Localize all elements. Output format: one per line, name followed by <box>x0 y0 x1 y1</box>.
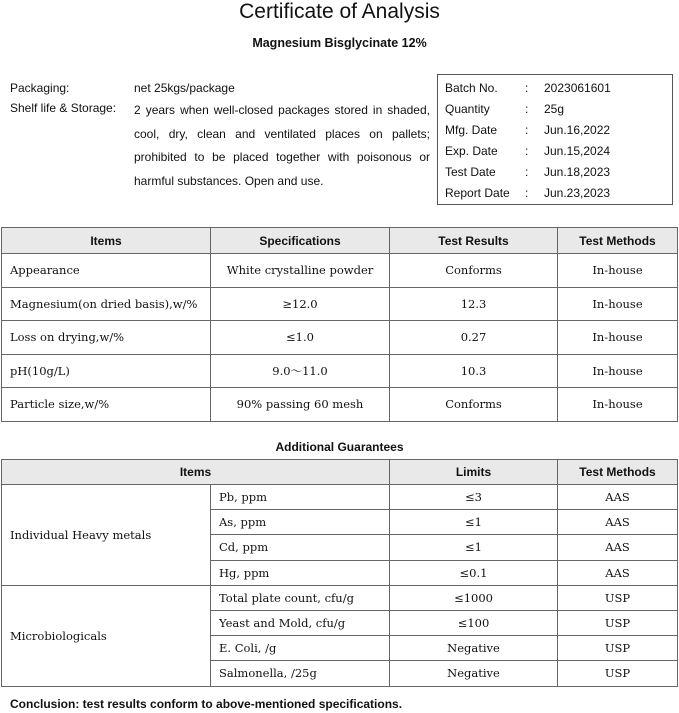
batch-label: Quantity <box>445 102 490 116</box>
result-cell: Conforms <box>390 388 558 422</box>
packaging-label: Packaging: <box>10 81 70 95</box>
batch-value: 2023061601 <box>544 81 611 95</box>
item-cell: Appearance <box>2 254 211 288</box>
method-cell: In-house <box>558 354 678 388</box>
limit-cell: Negative <box>390 636 558 661</box>
batch-colon: : <box>525 81 529 95</box>
batch-value: Jun.18,2023 <box>544 165 611 179</box>
table-row <box>2 585 678 610</box>
result-cell: 12.3 <box>390 287 558 321</box>
item-cell: Yeast and Mold, cfu/g <box>211 610 390 635</box>
product-name: Magnesium Bisglycinate 12% <box>252 36 427 50</box>
table-row <box>2 287 678 321</box>
conclusion-text: Conclusion: test results conform to above-mentioned specifications. <box>10 697 403 711</box>
item-cell: As, ppm <box>211 510 390 535</box>
table-header-row <box>2 228 678 254</box>
method-cell: USP <box>558 661 678 686</box>
header-test-results: Test Results <box>390 228 558 254</box>
table-row <box>2 388 678 422</box>
document-title: Certificate of Analysis <box>239 0 440 23</box>
batch-label: Exp. Date <box>445 144 498 158</box>
result-cell: 10.3 <box>390 354 558 388</box>
item-cell: Loss on drying,w/% <box>2 321 211 355</box>
method-cell: USP <box>558 610 678 635</box>
table-header-row <box>2 460 678 485</box>
group-heavy-metals: Individual Heavy metals <box>2 485 211 586</box>
method-cell: In-house <box>558 287 678 321</box>
spec-cell: White crystalline powder <box>211 254 390 288</box>
batch-label: Mfg. Date <box>445 123 498 137</box>
table-row <box>2 321 678 355</box>
item-cell: Salmonella, /25g <box>211 661 390 686</box>
result-cell: 0.27 <box>390 321 558 355</box>
item-cell: Pb, ppm <box>211 485 390 510</box>
batch-colon: : <box>525 144 529 158</box>
additional-guarantees-title: Additional Guarantees <box>275 440 404 454</box>
batch-colon: : <box>525 165 529 179</box>
item-cell: Cd, ppm <box>211 535 390 560</box>
item-cell: Hg, ppm <box>211 560 390 585</box>
batch-row <box>438 77 674 98</box>
limit-cell: ≤100 <box>390 610 558 635</box>
limit-cell: ≤1 <box>390 535 558 560</box>
shelf-life-label: Shelf life & Storage: <box>10 101 117 115</box>
header-items: Items <box>2 228 211 254</box>
method-cell: AAS <box>558 485 678 510</box>
table-row <box>2 354 678 388</box>
batch-row <box>438 140 674 161</box>
batch-info-box <box>437 74 673 205</box>
method-cell: USP <box>558 636 678 661</box>
limit-cell: ≤0.1 <box>390 560 558 585</box>
spec-cell: ≤1.0 <box>211 321 390 355</box>
batch-value: Jun.16,2022 <box>544 123 611 137</box>
item-cell: pH(10g/L) <box>2 354 211 388</box>
spec-cell: ≥12.0 <box>211 287 390 321</box>
batch-label: Test Date <box>445 165 496 179</box>
batch-label: Batch No. <box>445 81 498 95</box>
packaging-value: net 25kgs/package <box>134 81 235 95</box>
item-cell: Total plate count, cfu/g <box>211 585 390 610</box>
method-cell: AAS <box>558 510 678 535</box>
method-cell: In-house <box>558 388 678 422</box>
limit-cell: ≤3 <box>390 485 558 510</box>
table-row <box>2 254 678 288</box>
header-specifications: Specifications <box>211 228 390 254</box>
additional-guarantees-table <box>1 459 678 687</box>
header-limits: Limits <box>390 460 558 485</box>
batch-value: 25g <box>544 102 565 116</box>
table-row <box>2 485 678 510</box>
method-cell: AAS <box>558 535 678 560</box>
batch-colon: : <box>525 186 529 200</box>
header-test-methods: Test Methods <box>558 460 678 485</box>
limit-cell: ≤1000 <box>390 585 558 610</box>
batch-row <box>438 98 674 119</box>
test-results-table <box>1 227 678 422</box>
batch-value: Jun.23,2023 <box>544 186 611 200</box>
item-cell: E. Coli, /g <box>211 636 390 661</box>
batch-value: Jun.15,2024 <box>544 144 611 158</box>
result-cell: Conforms <box>390 254 558 288</box>
batch-colon: : <box>525 102 529 116</box>
batch-colon: : <box>525 123 529 137</box>
method-cell: In-house <box>558 254 678 288</box>
header-items: Items <box>2 460 390 485</box>
batch-label: Report Date <box>445 186 510 200</box>
spec-cell: 9.0～11.0 <box>211 354 390 388</box>
item-cell: Magnesium(on dried basis),w/% <box>2 287 211 321</box>
method-cell: USP <box>558 585 678 610</box>
shelf-life-value: 2 years when well-closed packages stored in shaded, cool, dry, clean and ventilated places on pallets; prohibited to be placed together with poisonous or harmful substances. Open and use. <box>134 103 430 188</box>
group-microbiologicals: Microbiologicals <box>2 585 211 686</box>
method-cell: In-house <box>558 321 678 355</box>
spec-cell: 90% passing 60 mesh <box>211 388 390 422</box>
limit-cell: Negative <box>390 661 558 686</box>
batch-row <box>438 119 674 140</box>
header-test-methods: Test Methods <box>558 228 678 254</box>
batch-row <box>438 161 674 182</box>
batch-row <box>438 182 674 203</box>
limit-cell: ≤1 <box>390 510 558 535</box>
method-cell: AAS <box>558 560 678 585</box>
item-cell: Particle size,w/% <box>2 388 211 422</box>
